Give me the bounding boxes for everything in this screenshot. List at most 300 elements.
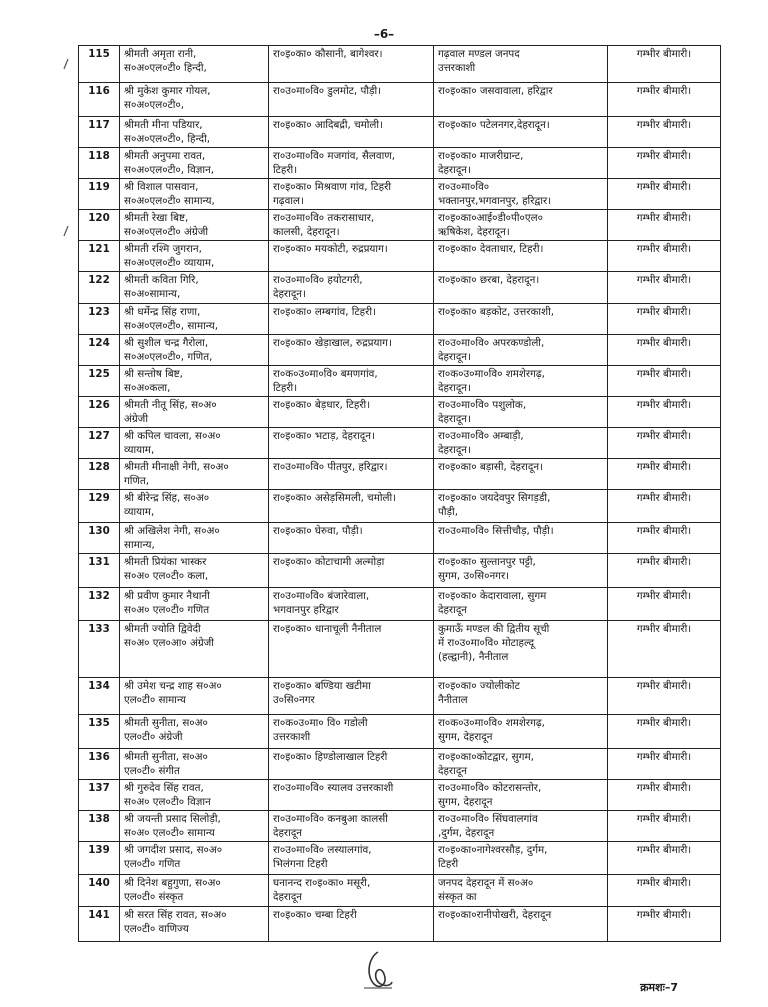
new-posting-line: देहरादून <box>438 765 467 777</box>
new-posting-line: पौड़ी, <box>438 506 458 518</box>
transfer-table-body <box>79 46 721 942</box>
teacher-name-line: श्री प्रवीण कुमार नैथानी <box>124 590 210 602</box>
margin-mark <box>62 225 70 237</box>
new-posting-line: रा०उ०मा०वि० अपरकण्डोली, <box>438 337 545 349</box>
teacher-name-line: श्रीमती नीतू सिंह, स०अ० <box>124 399 217 411</box>
current-school <box>269 715 434 749</box>
teacher-name <box>120 621 269 678</box>
new-posting-line: रा०उ०मा०वि० सित्तीचौड़, पौड़ी। <box>438 525 554 537</box>
new-posting-line: रा०उ०मा०वि० पशुलोक, <box>438 399 527 411</box>
teacher-name-line: श्रीमती कविता गिरि, <box>124 274 199 286</box>
teacher-name <box>120 554 269 588</box>
table-row <box>79 459 721 490</box>
transfer-reason: गम्भीर बीमारी। <box>608 715 721 749</box>
new-posting-line: भक्तानपुर,भगवानपुर, हरिद्वार। <box>438 195 552 207</box>
new-posting <box>434 842 608 875</box>
table-row <box>79 272 721 304</box>
new-posting-line: (हल्द्वानी), नैनीताल <box>438 651 509 663</box>
serial-number: 117 <box>79 117 120 148</box>
current-school-line: रा०इ०का० मिश्रवाण गांव, टिहरी <box>273 181 392 193</box>
current-school <box>269 811 434 842</box>
serial-number: 141 <box>79 907 120 942</box>
table-row <box>79 842 721 875</box>
teacher-name-line: व्यायाम, <box>124 506 155 518</box>
teacher-name-line: श्री अखिलेश नेगी, स०अ० <box>124 525 220 537</box>
new-posting-line: गढ़वाल मण्डल जनपद <box>438 48 520 60</box>
current-school-line: उत्तरकाशी <box>273 731 311 743</box>
current-school <box>269 621 434 678</box>
serial-number: 137 <box>79 780 120 811</box>
current-school <box>269 678 434 715</box>
table-row <box>79 554 721 588</box>
continued-note: क्रमशः–7 <box>640 981 678 994</box>
transfer-reason: गम्भीर बीमारी। <box>608 907 721 942</box>
new-posting <box>434 272 608 304</box>
current-school-line: देहरादून <box>273 827 302 839</box>
teacher-name-line: श्रीमती ज्योति द्विवेदी <box>124 623 201 635</box>
current-school-line: रा०इ०का० बेड़धार, टिहरी। <box>273 399 371 411</box>
new-posting <box>434 780 608 811</box>
transfer-reason: गम्भीर बीमारी। <box>608 83 721 117</box>
transfer-reason: गम्भीर बीमारी। <box>608 117 721 148</box>
teacher-name-line: श्रीमती रेखा बिष्ट, <box>124 212 189 224</box>
teacher-name-line: श्री जयन्ती प्रसाद सिलोड़ी, <box>124 813 221 825</box>
current-school-line: देहरादून <box>273 891 302 903</box>
current-school-line: रा०उ०मा०वि० पीतपुर, हरिद्वार। <box>273 461 388 473</box>
new-posting-line: रा०इ०का० जयदेवपुर सिगड़डी, <box>438 492 551 504</box>
table-row <box>79 588 721 621</box>
current-school <box>269 397 434 428</box>
new-posting-line: रा०उ०मा०वि० सिंघवालगांव <box>438 813 538 825</box>
current-school <box>269 780 434 811</box>
transfer-reason: गम्भीर बीमारी। <box>608 749 721 780</box>
new-posting <box>434 397 608 428</box>
table-row <box>79 241 721 272</box>
new-posting <box>434 335 608 366</box>
new-posting-line: रा०इ०का० देवताधार, टिहरी। <box>438 243 544 255</box>
new-posting <box>434 811 608 842</box>
new-posting-line: नैनीताल <box>438 694 468 706</box>
table-row <box>79 148 721 179</box>
new-posting-line: देहरादून। <box>438 351 471 363</box>
teacher-name-line: श्री सरत सिंह रावत, स०अ० <box>124 909 227 921</box>
transfer-reason: गम्भीर बीमारी। <box>608 304 721 335</box>
current-school <box>269 554 434 588</box>
current-school-line: रा०इ०का० लम्बगांव, टिहरी। <box>273 306 376 318</box>
transfer-reason: गम्भीर बीमारी। <box>608 366 721 397</box>
new-posting-line: जनपद देहरादून में स०अ० <box>438 877 534 889</box>
new-posting-line: रा०इ०का० सुल्तानपुर पट्टी, <box>438 556 536 568</box>
teacher-name <box>120 83 269 117</box>
current-school-line: रा०इ०का० घेरुवा, पौड़ी। <box>273 525 363 537</box>
current-school-line: रा०इ०का० आदिबद्री, चमोली। <box>273 119 383 131</box>
new-posting <box>434 907 608 942</box>
new-posting-line: रा०इ०का० छरबा, देहरादून। <box>438 274 540 286</box>
serial-number: 122 <box>79 272 120 304</box>
transfer-reason: गम्भीर बीमारी। <box>608 272 721 304</box>
transfer-reason: गम्भीर बीमारी। <box>608 554 721 588</box>
table-row <box>79 210 721 241</box>
current-school-line: टिहरी। <box>273 382 298 394</box>
new-posting-line: देहरादून। <box>438 382 471 394</box>
current-school <box>269 490 434 523</box>
transfer-reason: गम्भीर बीमारी। <box>608 428 721 459</box>
teacher-name-line: स०अ०एल०टी०, सामान्य, <box>124 320 219 332</box>
teacher-name-line: श्रीमती अमृता रानी, <box>124 48 197 60</box>
new-posting-line: रा०इ०का० माजरीग्रान्ट, <box>438 150 524 162</box>
new-posting <box>434 241 608 272</box>
current-school-line: रा०इ०का० कोटाचामी अल्मोड़ा <box>273 556 385 568</box>
current-school-line: रा०इ०का० चम्बा टिहरी <box>273 909 357 921</box>
teacher-name <box>120 366 269 397</box>
transfer-reason: गम्भीर बीमारी। <box>608 678 721 715</box>
current-school <box>269 179 434 210</box>
teacher-name-line: श्री मुकेश कुमार गोयल, <box>124 85 211 97</box>
teacher-name-line: श्रीमती अनुपमा रावत, <box>124 150 206 162</box>
serial-number: 123 <box>79 304 120 335</box>
serial-number: 133 <box>79 621 120 678</box>
current-school-line: रा०उ०मा०वि० स्यालव उत्तरकाशी <box>273 782 394 794</box>
current-school <box>269 272 434 304</box>
table-row <box>79 523 721 554</box>
teacher-name <box>120 179 269 210</box>
current-school-line: देहरादून। <box>273 288 306 300</box>
teacher-name <box>120 523 269 554</box>
teacher-name-line: स०अ० एल०आ० अंग्रेजी <box>124 637 214 649</box>
teacher-name-line: स०अ०एल०टी०, हिन्दी, <box>124 133 211 145</box>
teacher-name <box>120 588 269 621</box>
new-posting <box>434 117 608 148</box>
serial-number: 120 <box>79 210 120 241</box>
transfer-reason: गम्भीर बीमारी। <box>608 459 721 490</box>
current-school <box>269 842 434 875</box>
teacher-name-line: सामान्य, <box>124 539 155 551</box>
teacher-name-line: एल०टी० वाणिज्य <box>124 923 189 935</box>
current-school <box>269 117 434 148</box>
current-school <box>269 459 434 490</box>
teacher-name <box>120 811 269 842</box>
transfer-reason: गम्भीर बीमारी। <box>608 780 721 811</box>
transfer-reason: गम्भीर बीमारी। <box>608 241 721 272</box>
table-row <box>79 678 721 715</box>
current-school-line: रा०उ०मा०वि० हयोटगरी, <box>273 274 363 286</box>
teacher-name-line: श्री गुरुदेव सिंह रावत, <box>124 782 204 794</box>
teacher-name-line: श्री जगदीश प्रसाद, स०अ० <box>124 844 223 856</box>
margin-mark <box>62 58 70 70</box>
current-school <box>269 46 434 83</box>
new-posting-line: देहरादून। <box>438 444 471 456</box>
transfer-reason: गम्भीर बीमारी। <box>608 490 721 523</box>
table-row <box>79 366 721 397</box>
new-posting <box>434 148 608 179</box>
current-school-line: रा०उ०मा०वि० डुलमोट, पौड़ी। <box>273 85 382 97</box>
new-posting-line: रा०इ०का० पटेलनगर,देहरादून। <box>438 119 550 131</box>
teacher-name-line: स०अ० एल०टी० सामान्य <box>124 827 215 839</box>
transfer-reason: गम्भीर बीमारी। <box>608 842 721 875</box>
teacher-name-line: एल०टी० संस्कृत <box>124 891 184 903</box>
teacher-name <box>120 46 269 83</box>
new-posting <box>434 366 608 397</box>
teacher-name <box>120 490 269 523</box>
teacher-name-line: श्री धर्मेन्द्र सिंह राणा, <box>124 306 201 318</box>
new-posting-line: रा०इ०का०आई०डी०पी०एल० <box>438 212 543 224</box>
new-posting-line: ऋषिकेश, देहरादून। <box>438 226 510 238</box>
table-row <box>79 490 721 523</box>
new-posting-line: टिहरी <box>438 858 459 870</box>
serial-number: 131 <box>79 554 120 588</box>
serial-number: 115 <box>79 46 120 83</box>
teacher-name <box>120 842 269 875</box>
teacher-name <box>120 117 269 148</box>
teacher-name <box>120 459 269 490</box>
serial-number: 116 <box>79 83 120 117</box>
teacher-name-line: श्री सन्तोष बिष्ट, <box>124 368 183 380</box>
teacher-name-line: एल०टी० अंग्रेजी <box>124 731 183 743</box>
teacher-name-line: श्रीमती सुनीता, स०अ० <box>124 717 208 729</box>
new-posting-line: उत्तरकाशी <box>438 62 476 74</box>
teacher-name-line: व्यायाम, <box>124 444 155 456</box>
current-school-line: रा०इ०का० बण्डिया खटीमा <box>273 680 371 692</box>
serial-number: 118 <box>79 148 120 179</box>
current-school <box>269 907 434 942</box>
current-school-line: भगवानपुर हरिद्वार <box>273 604 339 616</box>
teacher-name-line: स०अ० एल०टी० विज्ञान <box>124 796 211 808</box>
new-posting <box>434 46 608 83</box>
new-posting <box>434 749 608 780</box>
teacher-name <box>120 678 269 715</box>
transfer-table <box>78 45 721 942</box>
new-posting-line: रा०उ०मा०वि० अम्बाड़ी, <box>438 430 524 442</box>
current-school <box>269 523 434 554</box>
page-number: –6– <box>373 27 395 41</box>
serial-number: 119 <box>79 179 120 210</box>
serial-number: 125 <box>79 366 120 397</box>
current-school-line: रा०इ०का० मयकोटी, रुद्रप्रयाग। <box>273 243 388 255</box>
current-school <box>269 366 434 397</box>
current-school-line: रा०उ०मा०वि० बंजारेवाला, <box>273 590 370 602</box>
current-school-line: रा०क०उ०मा० वि० गडोली <box>273 717 368 729</box>
teacher-name-line: स०अ०एल०टी०, <box>124 99 185 111</box>
teacher-name <box>120 428 269 459</box>
teacher-name-line: स०अ०सामान्य, <box>124 288 181 300</box>
table-row <box>79 428 721 459</box>
current-school-line: रा०उ०मा०वि० तकरासाधार, <box>273 212 375 224</box>
teacher-name-line: श्रीमती मीना पडियार, <box>124 119 203 131</box>
current-school-line: रा०क०उ०मा०वि० बमणगांव, <box>273 368 378 380</box>
table-row <box>79 907 721 942</box>
new-posting-line: सुगम, देहरादून <box>438 796 493 808</box>
current-school <box>269 83 434 117</box>
transfer-reason: गम्भीर बीमारी। <box>608 621 721 678</box>
current-school <box>269 148 434 179</box>
transfer-reason: गम्भीर बीमारी। <box>608 335 721 366</box>
current-school-line: रा०इ०का० भटाड़, देहरादून। <box>273 430 375 442</box>
current-school-line: गढ़वाल। <box>273 195 304 207</box>
current-school <box>269 749 434 780</box>
teacher-name <box>120 272 269 304</box>
current-school-line: रा०उ०मा०वि० कनबुआ कालसी <box>273 813 388 825</box>
serial-number: 139 <box>79 842 120 875</box>
new-posting-line: सुगम, उ०सि०नगर। <box>438 570 510 582</box>
teacher-name-line: श्री कपिल चावला, स०अ० <box>124 430 221 442</box>
new-posting-line: कुमाऊँ मण्डल की द्वितीय सूची <box>438 623 550 635</box>
serial-number: 126 <box>79 397 120 428</box>
table-row <box>79 304 721 335</box>
teacher-name <box>120 907 269 942</box>
new-posting <box>434 304 608 335</box>
current-school-line: भिलंगना टिहरी <box>273 858 328 870</box>
new-posting-line: रा०इ०का०रानीपोखरी, देहरादून <box>438 909 552 921</box>
serial-number: 140 <box>79 875 120 907</box>
transfer-reason: गम्भीर बीमारी। <box>608 148 721 179</box>
table-row <box>79 46 721 83</box>
new-posting <box>434 875 608 907</box>
current-school <box>269 428 434 459</box>
teacher-name-line: स०अ०एल०टी०, गणित, <box>124 351 213 363</box>
teacher-name-line: श्रीमती रश्मि जुगरान, <box>124 243 202 255</box>
teacher-name-line: स०अ०एल०टी० सामान्य, <box>124 195 215 207</box>
serial-number: 132 <box>79 588 120 621</box>
transfer-reason: गम्भीर बीमारी। <box>608 811 721 842</box>
table-row <box>79 83 721 117</box>
teacher-name <box>120 397 269 428</box>
transfer-reason: गम्भीर बीमारी। <box>608 588 721 621</box>
signature-mark <box>360 948 396 992</box>
teacher-name-line: एल०टी० सामान्य <box>124 694 186 706</box>
new-posting <box>434 459 608 490</box>
transfer-reason: गम्भीर बीमारी। <box>608 875 721 907</box>
teacher-name-line: अंग्रेजी <box>124 413 148 425</box>
new-posting <box>434 588 608 621</box>
new-posting <box>434 554 608 588</box>
new-posting-line: रा०इ०का०कोटद्वार, सुगम, <box>438 751 534 763</box>
transfer-reason: गम्भीर बीमारी। <box>608 179 721 210</box>
table-row <box>79 811 721 842</box>
teacher-name-line: गणित, <box>124 475 150 487</box>
table-row <box>79 780 721 811</box>
new-posting-line: संस्कृत का <box>438 891 477 903</box>
teacher-name-line: स०अ०एल०टी० व्यायाम, <box>124 257 215 269</box>
teacher-name-line: एल०टी० गणित <box>124 858 181 870</box>
new-posting-line: में रा०उ०मा०वि० मोटाहल्दू <box>438 637 535 649</box>
serial-number: 130 <box>79 523 120 554</box>
transfer-reason: गम्भीर बीमारी। <box>608 46 721 83</box>
new-posting-line: रा०इ०का० बड़ासी, देहरादून। <box>438 461 543 473</box>
serial-number: 128 <box>79 459 120 490</box>
table-row <box>79 749 721 780</box>
current-school <box>269 335 434 366</box>
transfer-reason: गम्भीर बीमारी। <box>608 397 721 428</box>
table-row <box>79 875 721 907</box>
new-posting-line: रा०इ०का० जसवावाला, हरिद्वार <box>438 85 553 97</box>
teacher-name <box>120 241 269 272</box>
teacher-name <box>120 780 269 811</box>
teacher-name-line: श्रीमती मीनाक्षी नेगी, स०अ० <box>124 461 229 473</box>
serial-number: 134 <box>79 678 120 715</box>
new-posting-line: रा०उ०मा०वि० <box>438 181 490 193</box>
serial-number: 127 <box>79 428 120 459</box>
teacher-name-line: श्री विशाल पासवान, <box>124 181 199 193</box>
current-school-line: रा०इ०का० धानाचूली नैनीताल <box>273 623 382 635</box>
current-school <box>269 241 434 272</box>
new-posting <box>434 179 608 210</box>
serial-number: 121 <box>79 241 120 272</box>
new-posting-line: रा०इ०का० ज्योलीकोट <box>438 680 520 692</box>
serial-number: 124 <box>79 335 120 366</box>
new-posting-line: सुगम, देहरादून <box>438 731 493 743</box>
current-school-line: घनानन्द रा०इ०का० मसूरी, <box>273 877 371 889</box>
teacher-name <box>120 749 269 780</box>
teacher-name <box>120 304 269 335</box>
current-school-line: रा०इ०का० कौसानी, बागेश्वर। <box>273 48 383 60</box>
serial-number: 138 <box>79 811 120 842</box>
table-row <box>79 335 721 366</box>
new-posting <box>434 210 608 241</box>
teacher-name-line: स०अ०एल०टी० हिन्दी, <box>124 62 207 74</box>
new-posting-line: रा०उ०मा०वि० कोटरासन्तोर, <box>438 782 542 794</box>
new-posting-line: ,दुर्गम, देहरादून <box>438 827 495 839</box>
teacher-name <box>120 210 269 241</box>
teacher-name-line: स०अ०कला, <box>124 382 171 394</box>
new-posting <box>434 83 608 117</box>
new-posting-line: रा०क०उ०मा०वि० शमशेरगढ़, <box>438 717 545 729</box>
current-school-line: रा०उ०मा०वि० मजगांव, सैलवाण, <box>273 150 396 162</box>
new-posting-line: रा०इ०का० बड़कोट, उत्तरकाशी, <box>438 306 555 318</box>
new-posting <box>434 428 608 459</box>
table-row <box>79 117 721 148</box>
new-posting <box>434 490 608 523</box>
new-posting-line: रा०क०उ०मा०वि० शमशेरगढ़, <box>438 368 545 380</box>
teacher-name-line: स०अ०एल०टी० अंग्रेजी <box>124 226 209 238</box>
current-school <box>269 875 434 907</box>
teacher-name-line: स०अ० एल०टी० कला, <box>124 570 209 582</box>
teacher-name-line: श्री दिनेश बहुगुणा, स०अ० <box>124 877 221 889</box>
table-row <box>79 715 721 749</box>
serial-number: 135 <box>79 715 120 749</box>
teacher-name-line: श्रीमती सुनीता, स०अ० <box>124 751 208 763</box>
current-school-line: रा०इ०का० असेड़सिमली, चमोली। <box>273 492 397 504</box>
teacher-name <box>120 148 269 179</box>
table-row <box>79 621 721 678</box>
new-posting-line: देहरादून। <box>438 164 471 176</box>
teacher-name-line: श्रीमती प्रियंका भास्कर <box>124 556 207 568</box>
teacher-name-line: श्री उमेश चन्द्र शाह स०अ० <box>124 680 222 692</box>
transfer-reason: गम्भीर बीमारी। <box>608 523 721 554</box>
teacher-name-line: स०अ०एल०टी०, विज्ञान, <box>124 164 214 176</box>
teacher-name <box>120 335 269 366</box>
table-row <box>79 397 721 428</box>
current-school-line: उ०सि०नगर <box>273 694 315 706</box>
teacher-name <box>120 715 269 749</box>
current-school-line: रा०इ०का० खेड़ाखाल, रुद्रप्रयाग। <box>273 337 392 349</box>
teacher-name-line: एल०टी० संगीत <box>124 765 180 777</box>
teacher-name-line: स०अ० एल०टी० गणित <box>124 604 210 616</box>
current-school-line: कालसी, देहरादून। <box>273 226 340 238</box>
new-posting <box>434 678 608 715</box>
teacher-name-line: श्री बीरेन्द्र सिंह, स०अ० <box>124 492 210 504</box>
new-posting-line: रा०इ०का०नागेश्वरसौड़, दुर्गम, <box>438 844 548 856</box>
table-row <box>79 179 721 210</box>
serial-number: 129 <box>79 490 120 523</box>
current-school-line: रा०उ०मा०वि० लस्यालगांव, <box>273 844 372 856</box>
teacher-name <box>120 875 269 907</box>
new-posting <box>434 621 608 678</box>
current-school-line: रा०इ०का० हिण्डोलाखाल टिहरी <box>273 751 388 763</box>
new-posting-line: रा०इ०का० केदारावाला, सुगम <box>438 590 547 602</box>
current-school-line: टिहरी। <box>273 164 298 176</box>
new-posting-line: देहरादून। <box>438 413 471 425</box>
new-posting <box>434 715 608 749</box>
